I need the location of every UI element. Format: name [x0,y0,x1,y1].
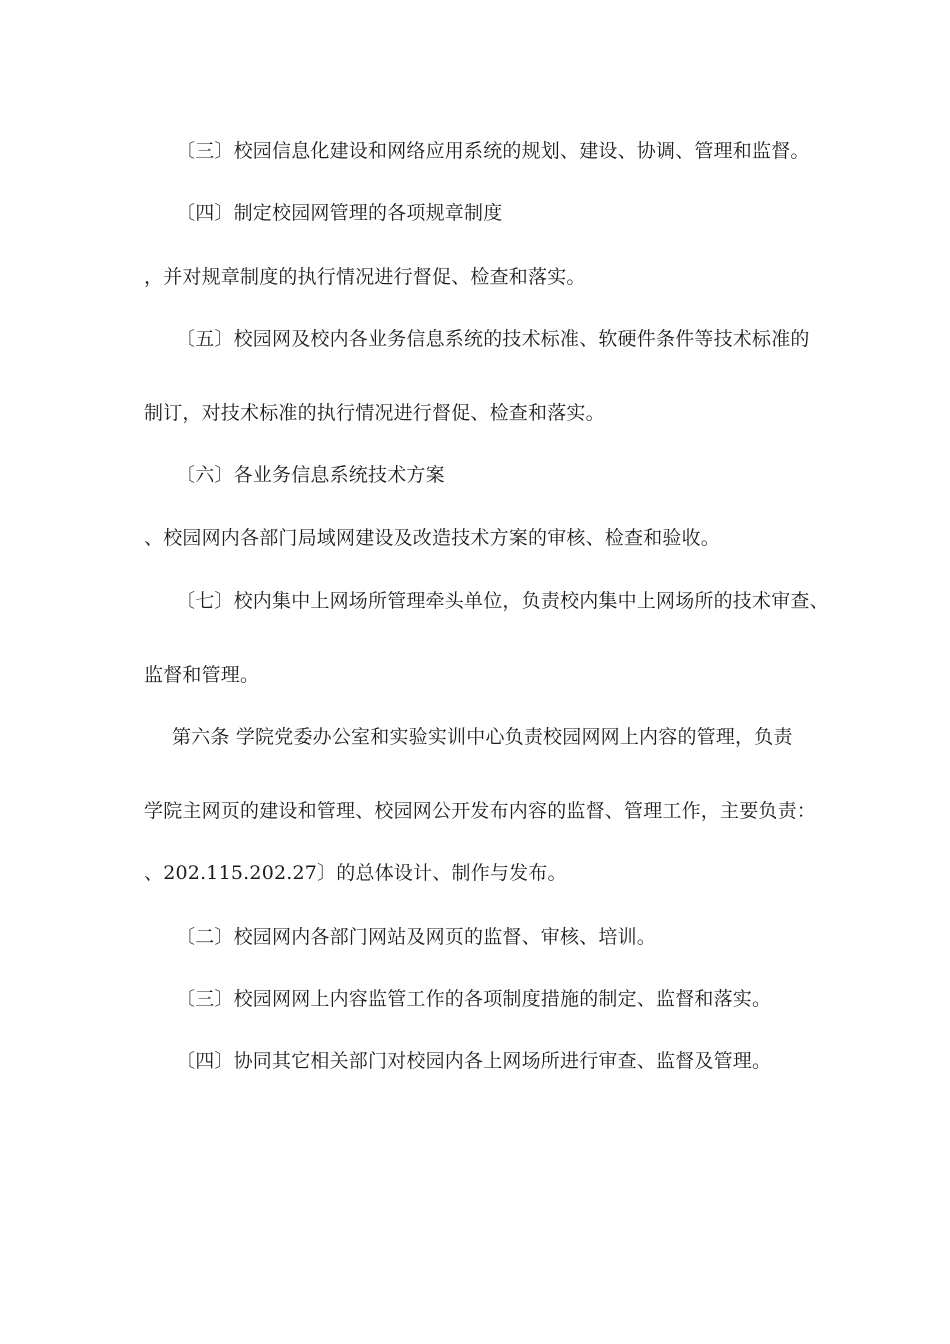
paragraph-line: 〔三〕校园信息化建设和网络应用系统的规划、建设、协调、管理和监督。 [176,140,810,162]
ip-prefix: 、 [144,862,164,884]
paragraph-line: 〔四〕制定校园网管理的各项规章制度 [176,202,503,224]
paragraph-line: 〔七〕校内集中上网场所管理牵头单位，负责校内集中上网场所的技术审查、 [176,590,829,612]
paragraph-line: ，并对规章制度的执行情况进行督促、检查和落实。 [144,266,586,288]
paragraph-line: 〔二〕校园网内各部门网站及网页的监督、审核、培训。 [176,926,657,948]
paragraph-line: 学院主网页的建设和管理、校园网公开发布内容的监督、管理工作，主要负责： [144,800,817,822]
paragraph-line: 、校园网内各部门局域网建设及改造技术方案的审核、检查和验收。 [144,527,721,549]
paragraph-line: 〔六〕各业务信息系统技术方案 [176,464,445,486]
ip-suffix: 〕的总体设计、制作与发布。 [317,862,567,884]
paragraph-line: 制订，对技术标准的执行情况进行督促、检查和落实。 [144,402,605,424]
paragraph-line: 〔三〕校园网网上内容监管工作的各项制度措施的制定、监督和落实。 [176,988,772,1010]
article-heading-line: 第六条 学院党委办公室和实验实训中心负责校园网网上内容的管理，负责 [172,726,793,748]
paragraph-line: 〔四〕协同其它相关部门对校园内各上网场所进行审查、监督及管理。 [176,1050,772,1072]
ip-address: 202.115.202.27 [163,862,318,884]
ip-address-line [144,861,567,885]
paragraph-line: 监督和管理。 [144,664,260,686]
paragraph-line: 〔五〕校园网及校内各业务信息系统的技术标准、软硬件条件等技术标准的 [176,328,810,350]
